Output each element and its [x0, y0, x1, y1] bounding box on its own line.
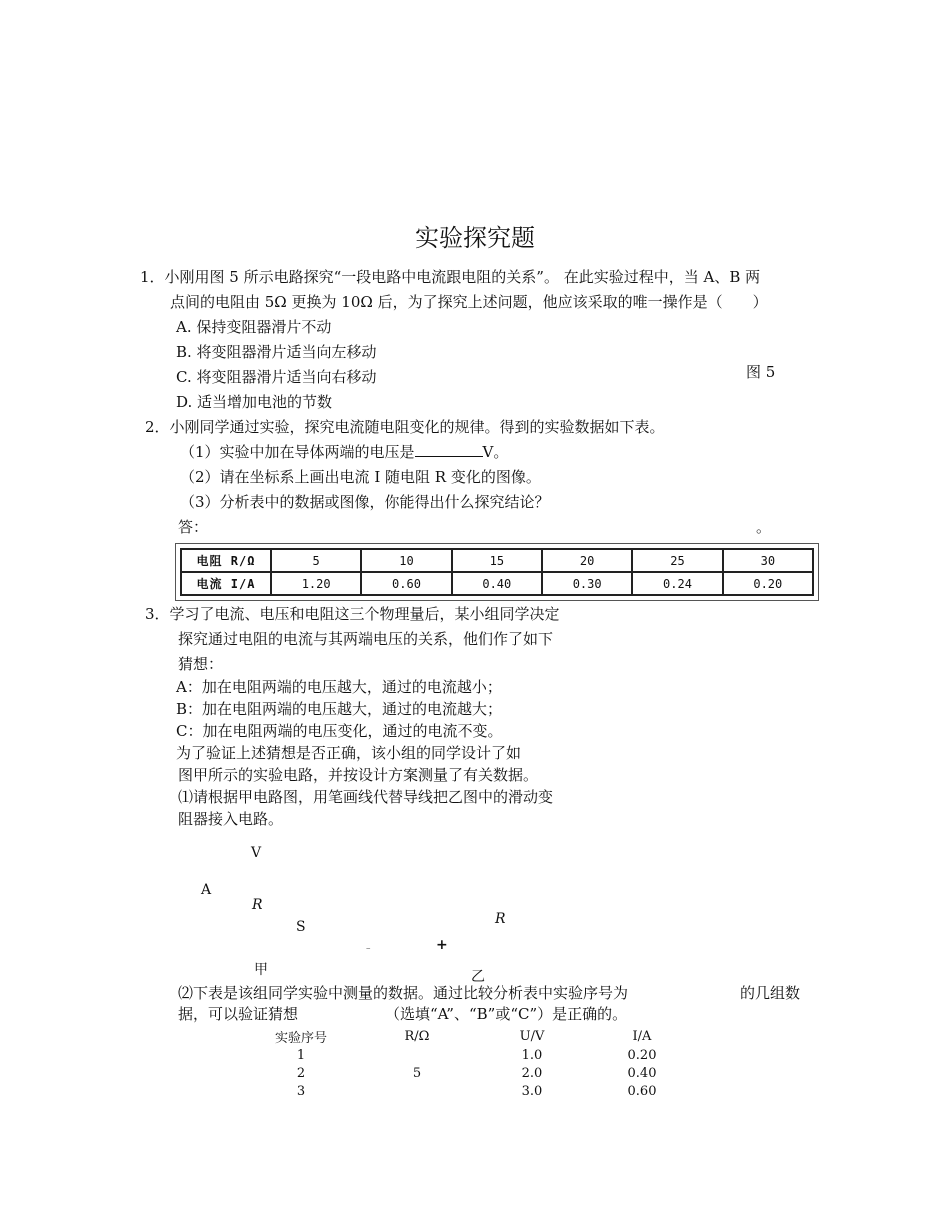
q3-part2-line2-a: 据，可以验证猜想	[178, 1005, 299, 1023]
ammeter-label: A	[201, 882, 212, 898]
figure-jia-label: 甲	[254, 962, 268, 978]
table-cell: 15	[452, 549, 542, 572]
q2-sub3: （3）分析表中的数据或图像，你能得出什么探究结论？	[180, 493, 550, 511]
q2-sub1	[180, 442, 508, 462]
table-cell: 20	[542, 549, 632, 572]
table-cell: 0.20	[723, 572, 813, 595]
q3-part2-line1-a: ⑵下表是该组同学实验中测量的数据。通过比较分析表中实验序号为	[178, 984, 629, 1002]
resistor-label-yi: R	[495, 911, 506, 927]
battery-minus-label: –	[366, 944, 371, 954]
q2-sub1-text: （1）实验中加在导体两端的电压是	[180, 443, 415, 461]
table-cell: 1.20	[271, 572, 361, 595]
table-row	[260, 1027, 712, 1046]
table-cell: 5	[271, 549, 361, 572]
table-header: R/Ω	[404, 1029, 430, 1044]
table-cell: 3.0	[521, 1083, 543, 1099]
table-cell: 10	[361, 549, 451, 572]
table-cell: 1.0	[521, 1047, 543, 1063]
q2-answer-end: 。	[756, 518, 772, 536]
q3-hypothesis-a: A：加在电阻两端的电压越大，通过的电流越小；	[176, 678, 502, 696]
q3-line: 3．学习了电流、电压和电阻这三个物理量后，某小组同学决定	[145, 605, 560, 623]
figure-5-label: 图 5	[746, 363, 776, 381]
q1-option-c: C. 将变阻器滑片适当向右移动	[176, 368, 377, 386]
q2-data-table	[175, 543, 819, 601]
q1-line2: 点间的电阻由 5Ω 更换为 10Ω 后，为了探究上述问题，他应该采取的唯一操作是（ ）	[170, 293, 768, 311]
table-cell: 0.24	[632, 572, 722, 595]
q1-option-d: D. 适当增加电池的节数	[176, 393, 333, 411]
page-title: 实验探究题	[415, 224, 535, 252]
table-cell: 25	[632, 549, 722, 572]
table-row	[260, 1046, 712, 1064]
q3-part1: ⑴请根据甲电路图，用笔画线代替导线把乙图中的滑动变	[178, 788, 554, 806]
table-row	[260, 1082, 712, 1100]
q3-line: 图甲所示的实验电路，并按设计方案测量了有关数据。	[178, 766, 539, 784]
table-row	[181, 572, 813, 595]
switch-label: S	[296, 919, 306, 935]
q1-option-b: B. 将变阻器滑片适当向左移动	[176, 343, 377, 361]
q3-line: 阻器接入电路。	[178, 810, 284, 828]
q2-line1: 2．小刚同学通过实验，探究电流随电阻变化的规律。得到的实验数据如下表。	[145, 418, 665, 436]
q3-line: 探究通过电阻的电流与其两端电压的关系，他们作了如下	[178, 630, 554, 648]
q3-part2-line1-b: 的几组数	[740, 984, 801, 1002]
table-header: U/V	[519, 1029, 545, 1044]
table-header: 实验序号	[274, 1031, 327, 1046]
table-cell	[342, 1046, 492, 1064]
table-cell: 0.60	[627, 1083, 657, 1099]
table-cell: 0.40	[627, 1065, 657, 1081]
q3-line: 为了验证上述猜想是否正确，该小组的同学设计了如	[176, 744, 522, 762]
q3-line: 猜想：	[178, 655, 224, 673]
table-cell: 3	[296, 1083, 306, 1099]
q1-option-a: A. 保持变阻器滑片不动	[176, 318, 332, 336]
table-header: I/A	[632, 1029, 652, 1044]
table-cell: 0.40	[452, 572, 542, 595]
q3-part2-line2-b: （选填“A”、“B”或“C”）是正确的。	[385, 1005, 628, 1023]
table-cell	[342, 1082, 492, 1100]
q2-voltage-blank[interactable]	[415, 442, 483, 457]
table-cell: 30	[723, 549, 813, 572]
table-cell: 1	[296, 1047, 306, 1063]
q2-sub1-unit: V。	[482, 443, 509, 461]
table-cell: 0.30	[542, 572, 632, 595]
battery-plus-label: +	[436, 937, 448, 953]
q3-hypothesis-c: C：加在电阻两端的电压变化，通过的电流不变。	[176, 722, 503, 740]
table-header-current: 电流 I/A	[181, 572, 271, 595]
q1-line1: 1．小刚用图 5 所示电路探究“一段电路中电流跟电阻的关系”。 在此实验过程中，当 A、B 两	[140, 268, 761, 286]
resistor-label-jia: R	[252, 897, 263, 913]
table-cell: 0.20	[627, 1047, 657, 1063]
table-row	[260, 1064, 712, 1082]
table-cell: 2.0	[521, 1065, 543, 1081]
q3-data-table	[260, 1027, 712, 1100]
table-cell: 0.60	[361, 572, 451, 595]
table-header-resistance: 电阻 R/Ω	[181, 549, 271, 572]
figure-yi-label: 乙	[471, 969, 485, 985]
voltmeter-label: V	[251, 845, 262, 861]
q2-answer-label: 答：	[178, 518, 209, 536]
q3-hypothesis-b: B：加在电阻两端的电压越大，通过的电流越大；	[176, 700, 503, 718]
table-cell: 5	[412, 1065, 422, 1081]
q2-sub2: （2）请在坐标系上画出电流 I 随电阻 R 变化的图像。	[180, 468, 541, 486]
table-cell: 2	[296, 1065, 306, 1081]
table-row	[181, 549, 813, 572]
